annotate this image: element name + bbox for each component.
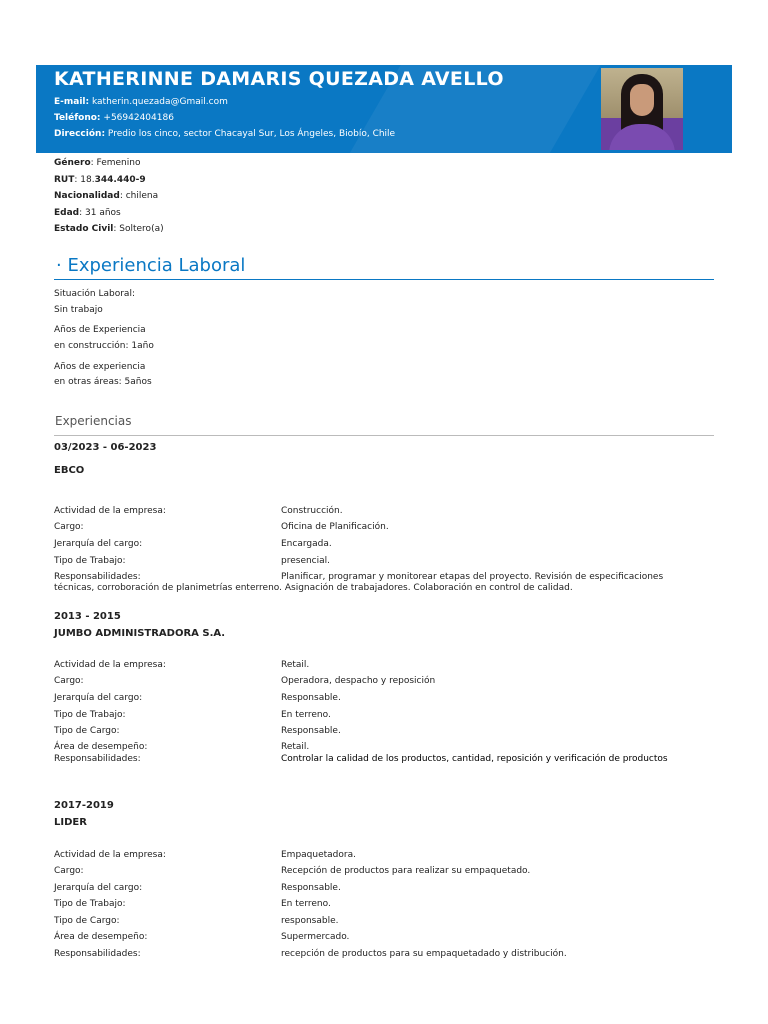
email-line — [54, 97, 228, 107]
job-work-type-value: En terreno. — [281, 899, 331, 909]
address-value: Predio los cinco, sector Chacayal Sur, Los Ángeles, Biobío, Chile — [107, 129, 396, 139]
job-position-type-value: Responsable. — [281, 726, 341, 736]
job-position-type-value: responsable. — [281, 916, 339, 926]
job-hierarchy-value: Encargada. — [281, 539, 332, 549]
profile-photo — [601, 68, 683, 150]
job-hierarchy-label: Jerarquía del cargo: — [54, 883, 143, 893]
rut-line: RUT: 18.344.440-9 — [54, 175, 146, 185]
job-area-label: Área de desempeño: — [54, 742, 148, 752]
job-period: 03/2023 - 06-2023 — [54, 442, 157, 453]
job-work-type-label: Tipo de Trabajo: — [54, 899, 126, 909]
job-work-type-value: En terreno. — [281, 710, 331, 720]
job-responsibilities-label: Responsabilidades: — [54, 754, 141, 764]
subsection-title-experiences: Experiencias — [55, 414, 132, 428]
job-company: JUMBO ADMINISTRADORA S.A. — [54, 628, 226, 639]
work-status-label: Situación Laboral: — [54, 289, 135, 299]
section-divider — [54, 279, 714, 280]
job-position-value: Operadora, despacho y reposición — [281, 676, 436, 686]
job-work-type-label: Tipo de Trabajo: — [54, 556, 126, 566]
job-responsibilities-value: recepción de productos para su empaquetadado y distribución. — [281, 949, 567, 959]
job-period: 2017-2019 — [54, 800, 114, 811]
phone-value: +56942404186 — [103, 113, 174, 123]
job-position-label: Cargo: — [54, 676, 84, 686]
job-area-label: Área de desempeño: — [54, 932, 148, 942]
job-position-value: Recepción de productos para realizar su empaquetado. — [281, 866, 531, 876]
job-responsibilities-value: Controlar la calidad de los productos, cantidad, reposición y verificación de productos — [281, 754, 668, 764]
subsection-divider — [54, 435, 714, 436]
job-position-type-label: Tipo de Cargo: — [54, 726, 120, 736]
job-area-value: Retail. — [281, 742, 310, 752]
job-hierarchy-value: Responsable. — [281, 693, 341, 703]
address-label: Dirección: — [54, 129, 106, 139]
years-other-label: Años de experiencia — [54, 362, 146, 372]
job-responsibilities-value: Planificar, programar y monitorear etapas del proyecto. Revisión de especificaciones — [281, 572, 664, 582]
job-activity-value: Retail. — [281, 660, 310, 670]
gender-line: Género: Femenino — [54, 158, 141, 168]
phone-label: Teléfono: — [54, 113, 101, 123]
job-activity-label: Actividad de la empresa: — [54, 850, 166, 860]
job-activity-label: Actividad de la empresa: — [54, 506, 166, 516]
job-work-type-label: Tipo de Trabajo: — [54, 710, 126, 720]
job-hierarchy-label: Jerarquía del cargo: — [54, 693, 143, 703]
job-position-type-label: Tipo de Cargo: — [54, 916, 120, 926]
email-label: E-mail: — [54, 97, 90, 107]
years-construction-value: en construcción: 1año — [54, 341, 154, 351]
job-area-value: Supermercado. — [281, 932, 350, 942]
email-value[interactable]: katherin.quezada@Gmail.com — [91, 97, 228, 107]
job-responsibilities-value-line2: técnicas, corroboración de planimetrías enterreno. Asignación de trabajadores. Colaboración en control de calidad. — [54, 583, 573, 593]
job-position-label: Cargo: — [54, 522, 84, 532]
years-construction-label: Años de Experiencia — [54, 325, 146, 335]
job-company: LIDER — [54, 817, 87, 828]
phone-line — [54, 113, 174, 123]
job-position-value: Oficina de Planificación. — [281, 522, 389, 532]
job-responsibilities-label: Responsabilidades: — [54, 949, 141, 959]
nationality-line: Nacionalidad: chilena — [54, 191, 159, 201]
job-period: 2013 - 2015 — [54, 611, 121, 622]
age-line: Edad: 31 años — [54, 208, 121, 218]
address-line — [54, 129, 395, 139]
job-work-type-value: presencial. — [281, 556, 331, 566]
candidate-name: KATHERINNE DAMARIS QUEZADA AVELLO — [54, 68, 504, 90]
years-other-value: en otras áreas: 5años — [54, 377, 152, 387]
civil-status-line: Estado Civil: Soltero(a) — [54, 224, 164, 234]
job-hierarchy-label: Jerarquía del cargo: — [54, 539, 143, 549]
job-activity-value: Empaquetadora. — [281, 850, 356, 860]
job-company: EBCO — [54, 465, 85, 476]
job-responsibilities-label: Responsabilidades: — [54, 572, 141, 582]
job-activity-label: Actividad de la empresa: — [54, 660, 166, 670]
job-position-label: Cargo: — [54, 866, 84, 876]
section-title-experience: · Experiencia Laboral — [56, 255, 246, 276]
job-activity-value: Construcción. — [281, 506, 343, 516]
work-status-value: Sin trabajo — [54, 305, 103, 315]
job-hierarchy-value: Responsable. — [281, 883, 341, 893]
